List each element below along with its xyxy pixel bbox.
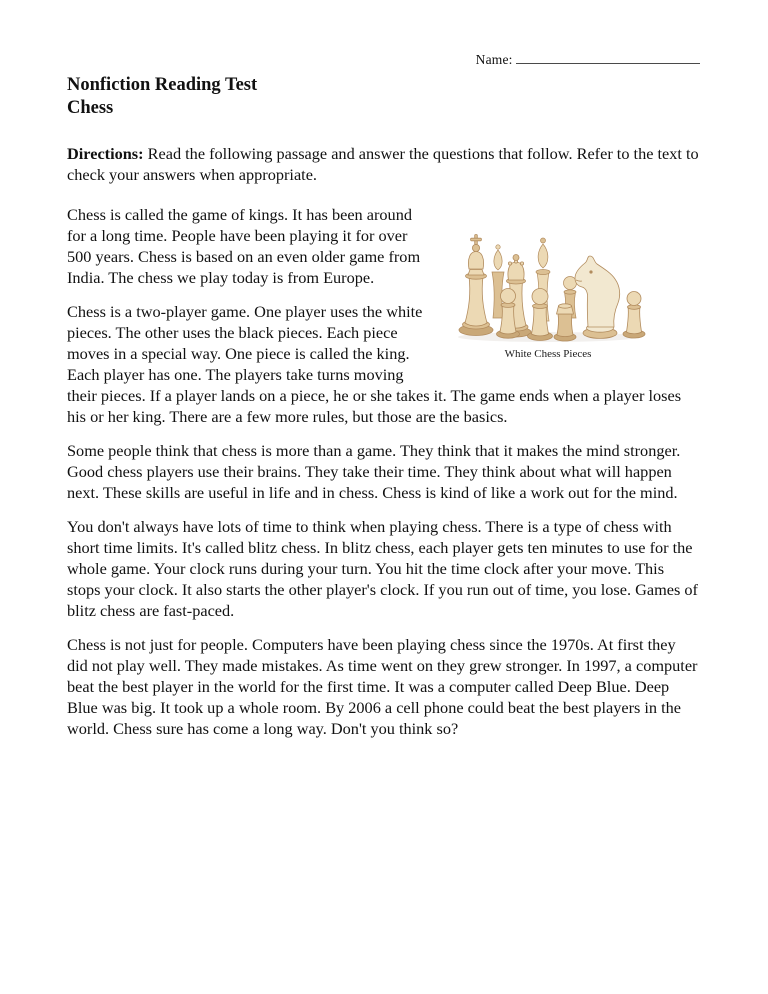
name-row <box>67 50 700 68</box>
title-block <box>67 74 700 120</box>
page-subtitle: Chess <box>67 98 114 118</box>
page-title: Nonfiction Reading Test <box>67 75 258 95</box>
knight-piece <box>575 256 620 338</box>
white-chess-pieces-photo <box>448 206 658 346</box>
pawn-piece <box>528 289 553 341</box>
name-blank-line <box>516 50 700 64</box>
directions-label: Directions: <box>67 144 144 163</box>
passage-paragraph-3: Some people think that chess is more than a game. They think that it makes the mind stronger. Good chess players use their brains. They take their time. They think about what will happen next. These skills are useful in life and in chess. Chess is kind of like a work out for the mind. <box>67 441 681 502</box>
king-piece <box>459 235 493 336</box>
directions-paragraph <box>67 143 700 185</box>
directions-text: Read the following passage and answer the questions that follow. Refer to the text to check your answers when appropriate. <box>67 144 699 184</box>
name-label: Name: <box>475 52 513 67</box>
passage <box>67 204 700 739</box>
passage-paragraph-2: Chess is a two-player game. One player uses the white pieces. The other uses the black pieces. Each piece moves in a special way. One piece is called the king. Each player has one. The players take turns moving their pieces. If a player lands on a piece, he or she takes it. The game ends when a player loses his or her king. There are a few more rules, but those are the basics. <box>67 302 682 426</box>
chess-figure <box>448 206 700 361</box>
pawn-piece <box>623 292 645 339</box>
rook-piece <box>554 304 576 341</box>
passage-paragraph-1: Chess is called the game of kings. It has been around for a long time. People have been playing it for over 500 years. Chess is based on an even older game from India. The chess we play today is from Europe. <box>67 205 421 287</box>
passage-paragraph-5: Chess is not just for people. Computers have been playing chess since the 1970s. At first they did not play well. They made mistakes. As time went on they grew stronger. In 1997, a computer beat the best player in the world for the first time. It was a computer called Deep Blue. Deep Blue was big. It took up a whole room. By 2006 a cell phone could beat the best players in the world. Chess sure has come a long way. Don't you think so? <box>67 635 698 738</box>
passage-paragraph-4: You don't always have lots of time to think when playing chess. There is a type of chess with short time limits. It's called blitz chess. In blitz chess, each player gets ten minutes to use for the whole game. Your clock runs during your turn. You hit the time clock after your move. This stops your clock. It also starts the other player's clock. If you run out of time, you lose. Games of blitz chess are fast-paced. <box>67 517 698 620</box>
figure-caption: White Chess Pieces <box>504 348 592 360</box>
